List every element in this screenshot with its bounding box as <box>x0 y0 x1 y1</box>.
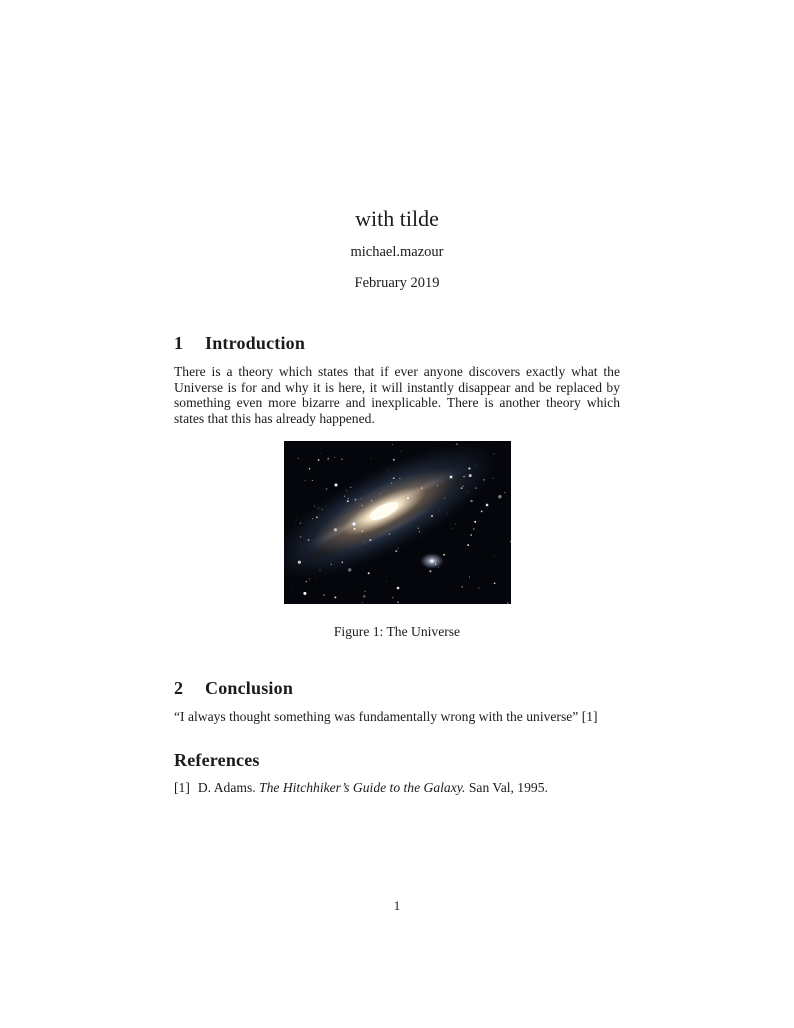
reference-entry <box>174 780 620 796</box>
document-content <box>174 0 620 796</box>
document-author: michael.mazour <box>350 244 444 261</box>
references-heading: References <box>174 750 260 771</box>
section-heading-introduction <box>174 333 620 354</box>
reference-title: The Hitchhiker’s Guide to the Galaxy. <box>259 780 466 796</box>
galaxy-illustration <box>284 441 511 604</box>
reference-authors: D. Adams. <box>197 780 256 796</box>
section-number: 1 <box>174 333 184 354</box>
figure-caption: Figure 1: The Universe <box>333 623 461 639</box>
section-number: 2 <box>174 677 184 698</box>
title-block <box>174 0 620 292</box>
section-title: Introduction <box>205 333 306 354</box>
document-title: with tilde <box>355 206 439 231</box>
section-heading-conclusion <box>174 678 620 699</box>
page-number: 1 <box>393 898 401 913</box>
reference-text <box>198 780 548 796</box>
figure-1 <box>174 441 620 640</box>
galaxy-image <box>284 441 511 604</box>
document-date: February 2019 <box>354 275 440 292</box>
reference-publisher: San Val, 1995. <box>468 780 548 796</box>
introduction-paragraph: There is a theory which states that if ever anyone discovers exactly what the Universe is for and why it is here, it will instantly disappear and be replaced by something even more bizarre and inexplicable. There is another theory which states that this has already happened. <box>174 364 620 427</box>
reference-label: [1] <box>174 780 190 796</box>
conclusion-paragraph: “I always thought something was fundamentally wrong with the universe” [1] <box>174 708 598 724</box>
section-title: Conclusion <box>205 677 294 698</box>
